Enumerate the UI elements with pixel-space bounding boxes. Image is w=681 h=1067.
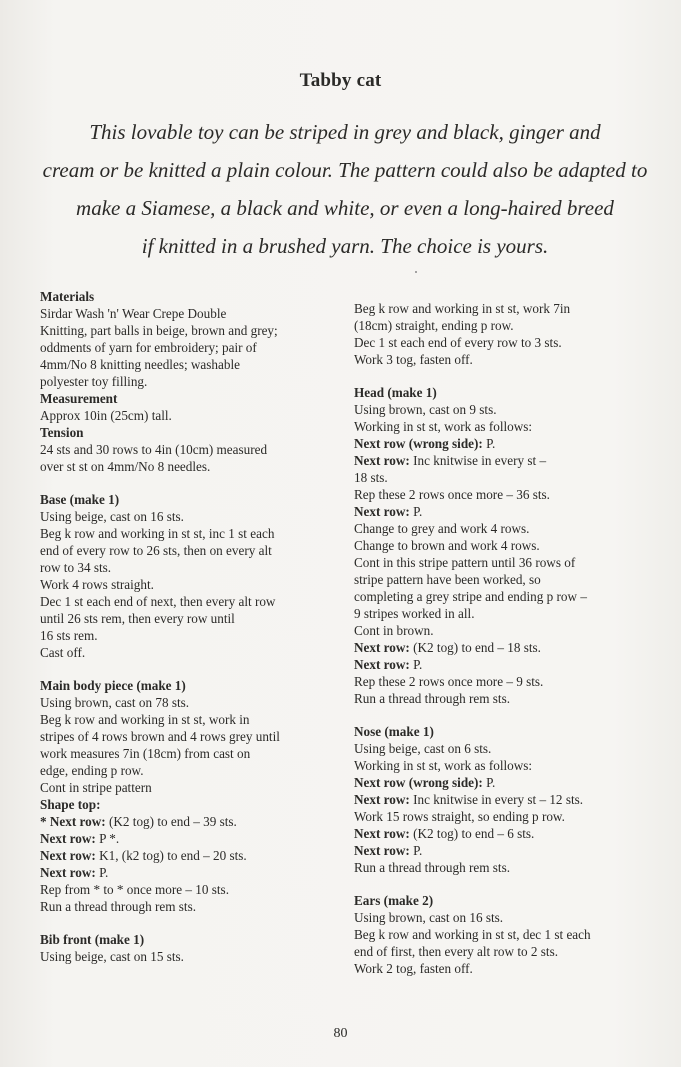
text-line: (18cm) straight, ending p row. [354, 318, 514, 333]
row-label: Next row: [354, 504, 410, 519]
text-line: oddments of yarn for embroidery; pair of [40, 340, 257, 355]
row-label: Next row (wrong side): [354, 436, 483, 451]
instruction-row [354, 588, 644, 605]
instruction-row [354, 673, 644, 690]
text-line: edge, ending p row. [40, 763, 144, 778]
row-label: Next row (wrong side): [354, 775, 483, 790]
row-text: (K2 tog) to end – 6 sts. [409, 826, 535, 841]
instruction-row [354, 825, 644, 842]
row-text: Change to grey and work 4 rows. [354, 521, 530, 536]
row-label: Next row: [354, 657, 410, 672]
section-heading: Bib front (make 1) [40, 932, 145, 947]
row-text: P *. [95, 831, 120, 846]
text-line: over st st on 4mm/No 8 needles. [40, 459, 211, 474]
intro-line: cream or be knitted a plain colour. The pattern could also be adapted to [42, 158, 648, 182]
instruction-row [354, 520, 644, 537]
instruction-row [354, 808, 644, 825]
instruction-row [354, 859, 644, 876]
text-line: end of every row to 26 sts, then on every alt [40, 543, 272, 558]
text-line: Using beige, cast on 16 sts. [40, 509, 184, 524]
text-line: end of first, then every alt row to 2 sts. [354, 944, 558, 959]
text-line: Work 4 rows straight. [40, 577, 154, 592]
row-label: Next row: [354, 640, 410, 655]
left-column [40, 288, 340, 965]
row-text: P. [95, 865, 109, 880]
instruction-row [354, 571, 644, 588]
row-label: Next row: [354, 826, 410, 841]
row-text: (K2 tog) to end – 39 sts. [105, 814, 237, 829]
row-text: Inc knitwise in every st – [409, 453, 547, 468]
text-line: 24 sts and 30 rows to 4in (10cm) measured [40, 442, 268, 457]
text-line: Beg k row and working in st st, dec 1 st each [354, 927, 591, 942]
row-text: Run a thread through rem sts. [354, 691, 511, 706]
text-line: Work 3 tog, fasten off. [354, 352, 473, 367]
intro-line: make a Siamese, a black and white, or even a long-haired breed [76, 196, 614, 220]
right-column [354, 300, 644, 977]
section-heading: Measurement [40, 391, 118, 406]
text-line: Using beige, cast on 15 sts. [40, 949, 184, 964]
row-label: Next row: [40, 865, 96, 880]
head-section [354, 384, 644, 707]
row-label: * Next row: [40, 814, 106, 829]
measurement-section [40, 390, 340, 424]
instruction-row [40, 830, 340, 847]
row-text: Run a thread through rem sts. [40, 899, 197, 914]
row-text: Cont in brown. [354, 623, 434, 638]
instruction-row [354, 605, 644, 622]
row-label: Next row: [40, 848, 96, 863]
section-heading: Materials [40, 289, 95, 304]
intro-line: This lovable toy can be striped in grey and black, ginger and [89, 120, 601, 144]
instruction-row [354, 639, 644, 656]
row-text: P. [409, 657, 423, 672]
nose-section [354, 723, 644, 876]
row-text: P. [482, 775, 496, 790]
text-line: 16 sts rem. [40, 628, 98, 643]
text-line: work measures 7in (18cm) from cast on [40, 746, 251, 761]
instruction-row [354, 757, 644, 774]
instruction-row [354, 622, 644, 639]
row-text: Rep these 2 rows once more – 36 sts. [354, 487, 550, 502]
row-text: Using beige, cast on 6 sts. [354, 741, 492, 756]
row-text: Run a thread through rem sts. [354, 860, 511, 875]
instruction-row [354, 656, 644, 673]
ornament-dot [415, 271, 417, 273]
text-line: Dec 1 st each end of next, then every alt row [40, 594, 276, 609]
row-text: Work 15 rows straight, so ending p row. [354, 809, 565, 824]
row-label: Next row: [40, 831, 96, 846]
section-heading: Head (make 1) [354, 385, 437, 400]
instruction-row [354, 452, 644, 469]
text-line: Beg k row and working in st st, work 7in [354, 301, 571, 316]
text-line: Cast off. [40, 645, 86, 660]
row-text: 18 sts. [354, 470, 388, 485]
bib-continued-section [354, 300, 644, 368]
instruction-row [40, 864, 340, 881]
intro-line: if knitted in a brushed yarn. The choice is yours. [141, 234, 549, 258]
row-text: Rep from * to * once more – 10 sts. [40, 882, 229, 897]
row-label: Next row: [354, 792, 410, 807]
instruction-row [354, 503, 644, 520]
base-section [40, 491, 340, 661]
text-line: Sirdar Wash 'n' Wear Crepe Double [40, 306, 227, 321]
materials-section [40, 288, 340, 390]
instruction-row [354, 842, 644, 859]
row-text: P. [482, 436, 496, 451]
section-heading: Tension [40, 425, 84, 440]
row-text: completing a grey stripe and ending p row – [354, 589, 587, 604]
instruction-row [354, 740, 644, 757]
ears-section [354, 892, 644, 977]
intro-paragraph [40, 113, 650, 265]
row-text: P. [409, 843, 423, 858]
instruction-row [40, 847, 340, 864]
text-line: Dec 1 st each end of every row to 3 sts. [354, 335, 562, 350]
instruction-row [354, 486, 644, 503]
instruction-row [354, 401, 644, 418]
instruction-row [354, 774, 644, 791]
section-heading: Main body piece (make 1) [40, 678, 186, 693]
tension-section [40, 424, 340, 475]
text-line: Beg k row and working in st st, work in [40, 712, 250, 727]
text-line: Knitting, part balls in beige, brown and grey; [40, 323, 278, 338]
text-line: Approx 10in (25cm) tall. [40, 408, 172, 423]
row-text: Inc knitwise in every st – 12 sts. [409, 792, 584, 807]
instruction-row [40, 881, 340, 898]
row-text: Cont in this stripe pattern until 36 rows of [354, 555, 576, 570]
row-text: P. [409, 504, 423, 519]
text-line: Beg k row and working in st st, inc 1 st each [40, 526, 275, 541]
instruction-row [40, 898, 340, 915]
instruction-row [354, 435, 644, 452]
text-line: 4mm/No 8 knitting needles; washable [40, 357, 240, 372]
section-heading: Base (make 1) [40, 492, 120, 507]
text-line: Using brown, cast on 78 sts. [40, 695, 190, 710]
instruction-row [354, 537, 644, 554]
page-number: 80 [333, 1026, 348, 1041]
row-text: Change to brown and work 4 rows. [354, 538, 540, 553]
row-text: K1, (k2 tog) to end – 20 sts. [95, 848, 247, 863]
row-text: Working in st st, work as follows: [354, 758, 533, 773]
text-line: stripes of 4 rows brown and 4 rows grey until [40, 729, 280, 744]
body-section [40, 677, 340, 915]
page-title: Tabby cat [299, 70, 382, 91]
text-line: polyester toy filling. [40, 374, 148, 389]
row-text: Using brown, cast on 9 sts. [354, 402, 497, 417]
instruction-row [354, 690, 644, 707]
text-line: Work 2 tog, fasten off. [354, 961, 473, 976]
text-line: Cont in stripe pattern [40, 780, 152, 795]
text-line: until 26 sts rem, then every row until [40, 611, 235, 626]
bib-section [40, 931, 340, 965]
row-text: Working in st st, work as follows: [354, 419, 533, 434]
text-line: Using brown, cast on 16 sts. [354, 910, 504, 925]
instruction-row [354, 791, 644, 808]
section-heading: Nose (make 1) [354, 724, 434, 739]
row-label: Next row: [354, 843, 410, 858]
text-line: row to 34 sts. [40, 560, 112, 575]
instruction-row [354, 469, 644, 486]
row-text: stripe pattern have been worked, so [354, 572, 541, 587]
instruction-row [354, 418, 644, 435]
row-text: Rep these 2 rows once more – 9 sts. [354, 674, 544, 689]
instruction-row [354, 554, 644, 571]
row-text: (K2 tog) to end – 18 sts. [409, 640, 541, 655]
subheading: Shape top: [40, 797, 101, 812]
row-label: Next row: [354, 453, 410, 468]
instruction-row [40, 813, 340, 830]
section-heading: Ears (make 2) [354, 893, 434, 908]
row-text: 9 stripes worked in all. [354, 606, 475, 621]
